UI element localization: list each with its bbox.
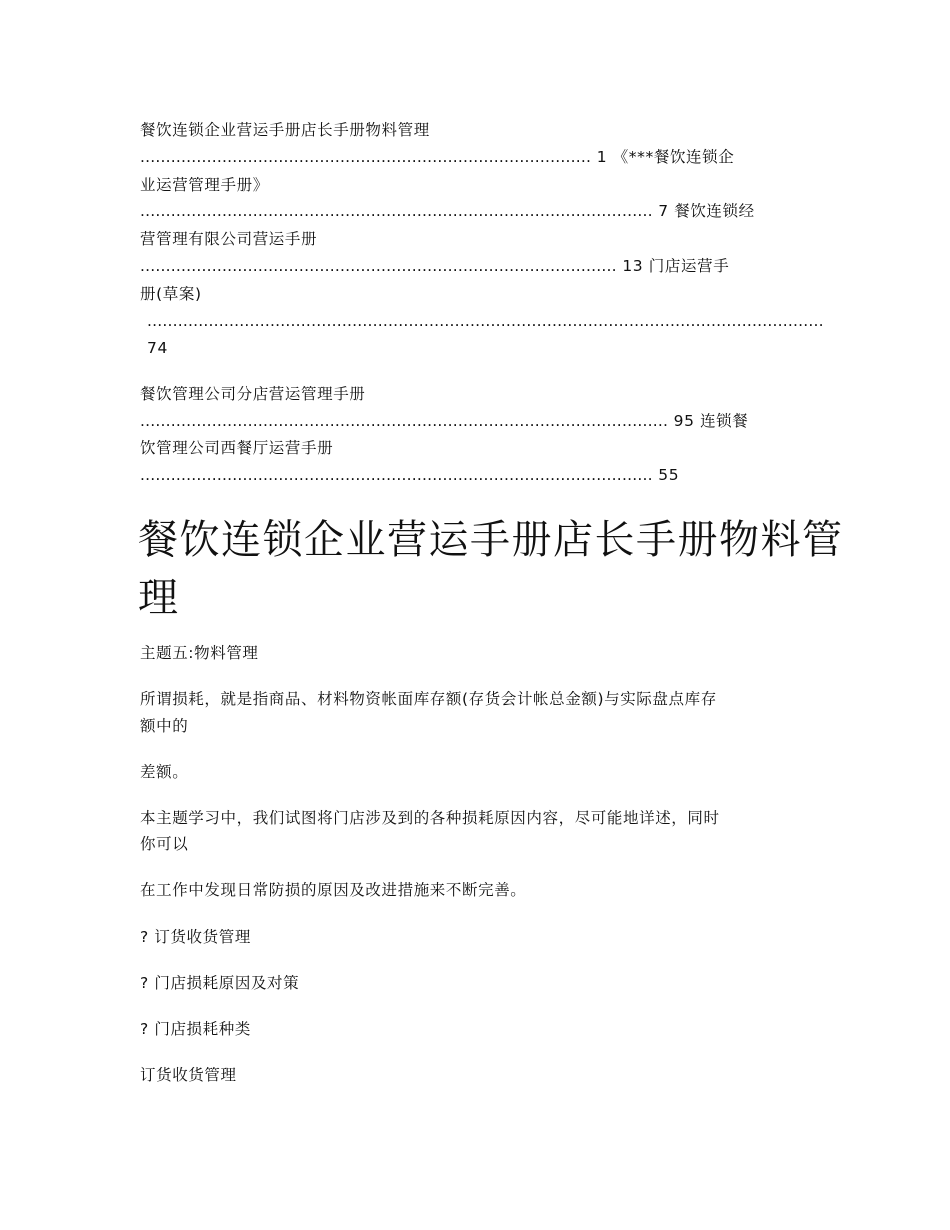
toc-line: 营管理有限公司营运手册	[140, 230, 318, 248]
toc-page-number: 74	[147, 339, 168, 357]
toc-line	[140, 147, 734, 167]
toc-entry-text: 95 连锁餐	[668, 412, 749, 430]
paragraph: 差额。	[140, 763, 189, 781]
toc-dot-leader: .............................................................................................	[140, 257, 617, 275]
toc-entry-text: 7 餐饮连锁经	[652, 202, 755, 220]
paragraph: 你可以	[140, 835, 189, 853]
list-item: ? 门店损耗原因及对策	[140, 974, 300, 992]
toc-line	[140, 465, 679, 485]
paragraph: 订货收货管理	[140, 1066, 237, 1084]
paragraph: 主题五:物料管理	[140, 644, 259, 662]
paragraph: 额中的	[140, 717, 189, 735]
paragraph: 本主题学习中，我们试图将门店涉及到的各种损耗原因内容，尽可能地详述，同时	[140, 809, 720, 827]
toc-line: 册(草案)	[140, 285, 202, 303]
toc-dot-leader: ....................................................................................................	[140, 466, 653, 484]
toc-dot-leader: ........................................................................................	[140, 148, 592, 166]
page-title-line: 餐饮连锁企业营运手册店长手册物料管	[138, 517, 844, 563]
toc-line: 饮管理公司西餐厅运营手册	[140, 439, 334, 457]
toc-line: 业运营管理手册》	[140, 176, 269, 194]
toc-line	[140, 411, 748, 431]
paragraph: 在工作中发现日常防损的原因及改进措施来不断完善。	[140, 881, 527, 899]
toc-dot-leader: ....................................................................................................	[140, 202, 653, 220]
toc-dot-leader: ....................................................................................................................................	[147, 312, 824, 330]
toc-line	[140, 256, 729, 276]
toc-line: 餐饮连锁企业营运手册店长手册物料管理	[140, 121, 430, 139]
toc-entry-text: 13 门店运营手	[616, 257, 730, 275]
toc-dot-leader: .......................................................................................................	[140, 412, 669, 430]
paragraph: 所谓损耗，就是指商品、材料物资帐面库存额(存货会计帐总金额)与实际盘点库存	[140, 690, 717, 708]
toc-line: 餐饮管理公司分店营运管理手册	[140, 385, 366, 403]
toc-entry-text: 55	[652, 466, 680, 484]
toc-entry-text: 1 《***餐饮连锁企	[591, 148, 735, 166]
list-item: ? 门店损耗种类	[140, 1020, 251, 1038]
toc-line	[140, 201, 755, 221]
list-item: ? 订货收货管理	[140, 928, 251, 946]
page-title-line: 理	[138, 575, 180, 621]
